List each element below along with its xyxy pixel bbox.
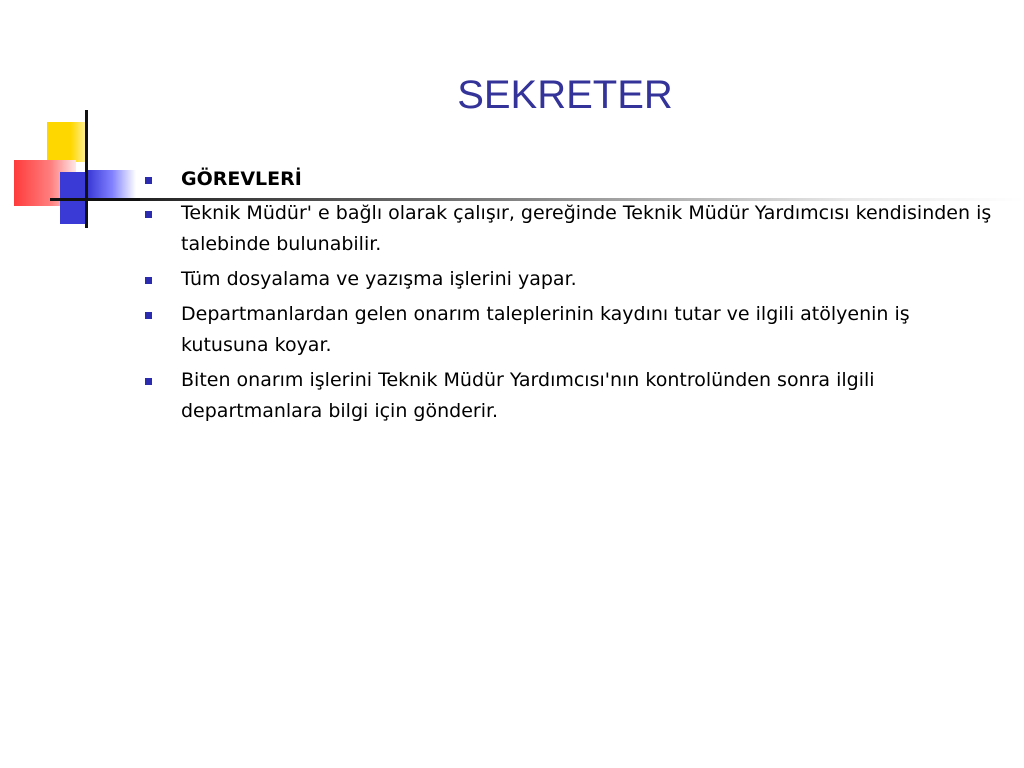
yellow-square [47,122,87,162]
slide-title: SEKRETER [457,73,673,117]
list-item [140,198,1000,260]
list-item [140,299,1000,361]
bullet-icon [145,312,152,319]
vertical-line [85,110,88,228]
horizontal-line [50,198,150,201]
bullet-icon [145,378,152,385]
list-item [140,365,1000,427]
bullet-text: Biten onarım işlerini Teknik Müdür Yardımcısı'nın kontrolünden sonra ilgili departmanlara bilgi için gönderir. [181,369,875,422]
bullet-icon [145,211,152,218]
bullet-list [140,164,1000,431]
bullet-text: Teknik Müdür' e bağlı olarak çalışır, gereğinde Teknik Müdür Yardımcısı kendisinden iş talebinde bulunabilir. [181,202,992,255]
list-item [140,264,1000,295]
bullet-icon [145,177,152,184]
bullet-text: Departmanlardan gelen onarım taleplerinin kaydını tutar ve ilgili atölyenin iş kutusuna koyar. [181,303,910,356]
bullet-text: Tüm dosyalama ve yazışma işlerini yapar. [181,268,577,290]
bullet-icon [145,277,152,284]
list-item [140,164,1000,195]
bullet-text: GÖREVLERİ [181,168,302,190]
blue-gradient-bar [88,170,136,200]
